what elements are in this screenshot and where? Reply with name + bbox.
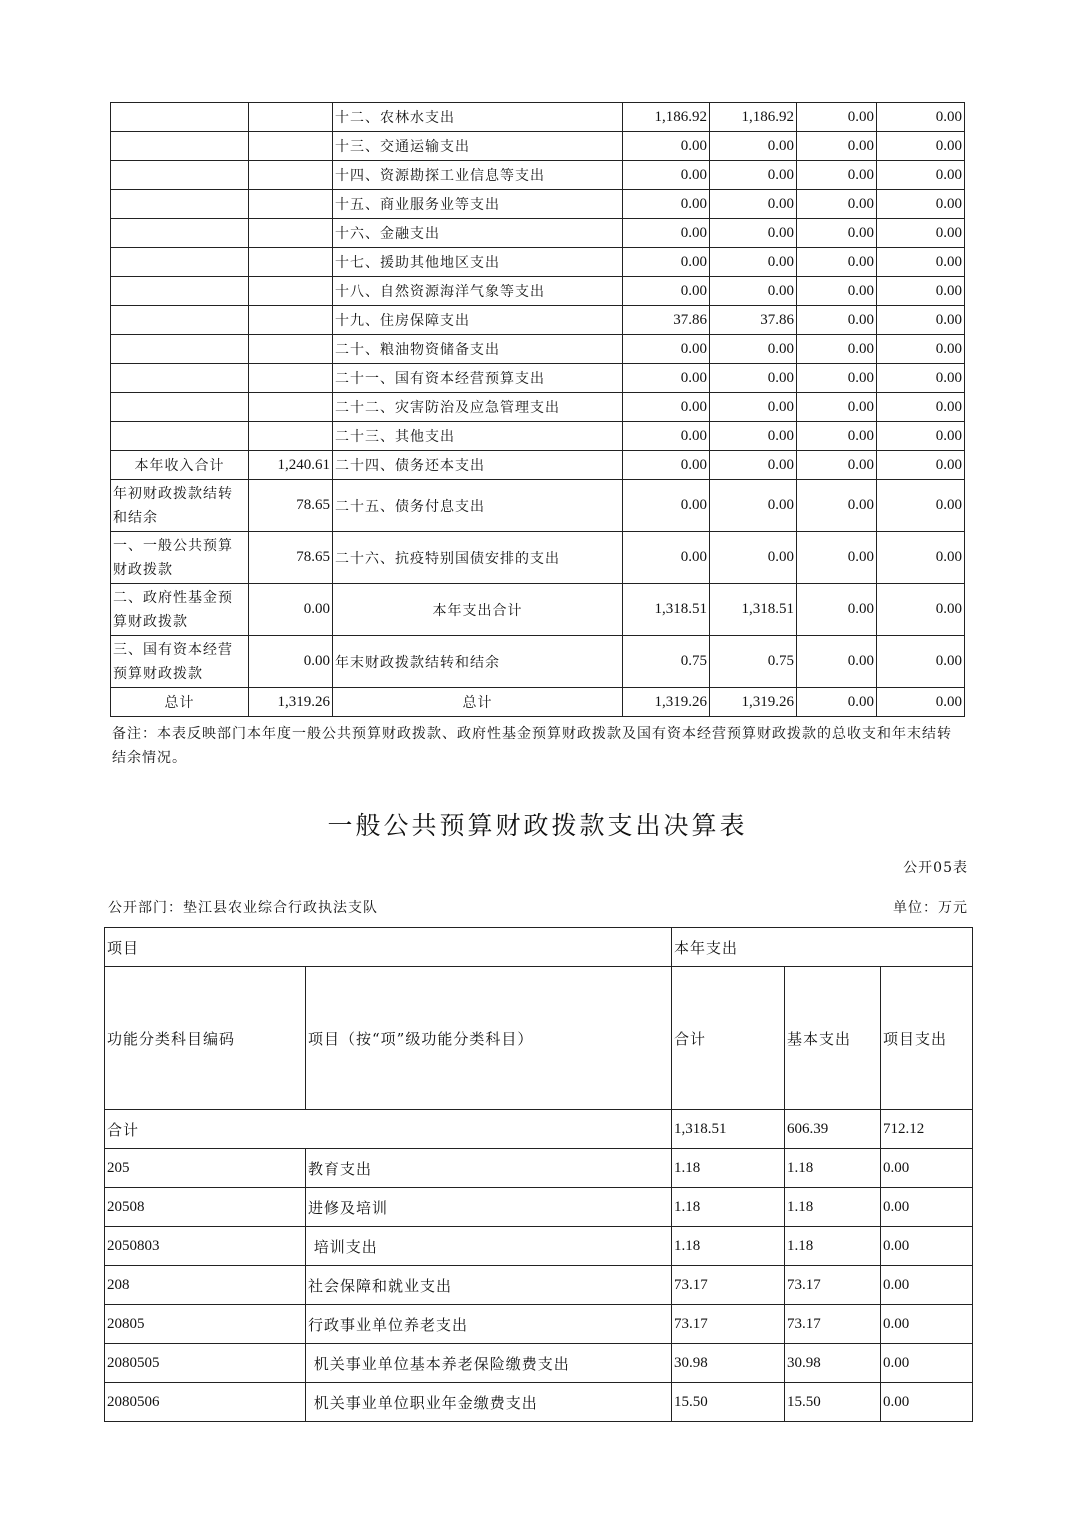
cell-gov-fund: 0.00	[797, 422, 877, 451]
cell-total: 15.50	[672, 1383, 785, 1422]
cell-expense-item: 十七、援助其他地区支出	[333, 248, 623, 277]
cell-expense-item: 总计	[333, 688, 623, 717]
table-row	[111, 364, 965, 393]
table-row	[105, 1227, 973, 1266]
cell-gov-fund: 0.00	[797, 248, 877, 277]
cell-income-amount	[249, 277, 333, 306]
table-row	[105, 1305, 973, 1344]
cell-basic: 1.18	[785, 1149, 881, 1188]
cell-total: 73.17	[672, 1266, 785, 1305]
cell-general-budget: 0.75	[710, 636, 797, 688]
cell-general-budget: 1,186.92	[710, 103, 797, 132]
cell-gov-fund: 0.00	[797, 636, 877, 688]
cell-expense-item: 十八、自然资源海洋气象等支出	[333, 277, 623, 306]
header-total: 合计	[672, 967, 785, 1110]
cell-expense-item: 十九、住房保障支出	[333, 306, 623, 335]
cell-income-item	[111, 422, 249, 451]
table-row	[111, 688, 965, 717]
cell-gov-fund: 0.00	[797, 688, 877, 717]
cell-income-item	[111, 190, 249, 219]
cell-total: 1,319.26	[623, 688, 710, 717]
cell-general-budget: 1,318.51	[710, 584, 797, 636]
cell-income-item: 二、政府性基金预算财政拨款	[111, 584, 249, 636]
cell-total: 1,318.51	[623, 584, 710, 636]
cell-total: 37.86	[623, 306, 710, 335]
cell-income-amount: 0.00	[249, 636, 333, 688]
department-label: 公开部门：垫江县农业综合行政执法支队	[108, 900, 378, 916]
cell-code: 2050803	[105, 1227, 306, 1266]
cell-gov-fund: 0.00	[797, 103, 877, 132]
cell-income-amount	[249, 103, 333, 132]
cell-general-budget: 0.00	[710, 161, 797, 190]
cell-expense-item: 二十四、债务还本支出	[333, 451, 623, 480]
cell-code: 20805	[105, 1305, 306, 1344]
cell-basic: 73.17	[785, 1266, 881, 1305]
cell-income-amount: 1,240.61	[249, 451, 333, 480]
cell-income-item	[111, 219, 249, 248]
cell-state-capital: 0.00	[877, 451, 965, 480]
cell-expense-item: 二十五、债务付息支出	[333, 480, 623, 532]
cell-state-capital: 0.00	[877, 480, 965, 532]
cell-name: 行政事业单位养老支出	[306, 1305, 672, 1344]
cell-income-amount	[249, 219, 333, 248]
cell-code: 208	[105, 1266, 306, 1305]
cell-gov-fund: 0.00	[797, 277, 877, 306]
cell-state-capital: 0.00	[877, 132, 965, 161]
cell-income-amount	[249, 364, 333, 393]
cell-general-budget: 0.00	[710, 277, 797, 306]
cell-income-amount	[249, 161, 333, 190]
cell-state-capital: 0.00	[877, 532, 965, 584]
cell-gov-fund: 0.00	[797, 480, 877, 532]
cell-expense-item: 二十六、抗疫特别国债安排的支出	[333, 532, 623, 584]
cell-state-capital: 0.00	[877, 335, 965, 364]
table-row	[111, 132, 965, 161]
cell-gov-fund: 0.00	[797, 451, 877, 480]
table-note: 备注：本表反映部门本年度一般公共预算财政拨款、政府性基金预算财政拨款及国有资本经营预算财政拨款的总收支和年末结转结余情况。	[112, 726, 952, 766]
cell-income-item: 年初财政拨款结转和结余	[111, 480, 249, 532]
table-row	[111, 248, 965, 277]
cell-income-item	[111, 335, 249, 364]
cell-general-budget: 0.00	[710, 132, 797, 161]
cell-expense-item: 十二、农林水支出	[333, 103, 623, 132]
cell-income-item	[111, 248, 249, 277]
table-row	[111, 532, 965, 584]
header-project: 项目	[105, 928, 672, 967]
cell-name: 培训支出	[306, 1227, 672, 1266]
table-row	[105, 1344, 973, 1383]
cell-income-amount	[249, 335, 333, 364]
table-row	[111, 393, 965, 422]
cell-gov-fund: 0.00	[797, 132, 877, 161]
cell-income-amount	[249, 190, 333, 219]
cell-project: 0.00	[881, 1305, 973, 1344]
cell-general-budget: 0.00	[710, 451, 797, 480]
table-row	[111, 219, 965, 248]
table-row	[111, 306, 965, 335]
cell-total: 1.18	[672, 1149, 785, 1188]
header-current-year: 本年支出	[672, 928, 973, 967]
cell-total: 0.00	[623, 422, 710, 451]
cell-total: 0.00	[623, 364, 710, 393]
unit-label: 单位：万元	[893, 900, 968, 916]
cell-total: 0.00	[623, 248, 710, 277]
cell-income-item: 一、一般公共预算财政拨款	[111, 532, 249, 584]
cell-total: 0.00	[623, 161, 710, 190]
cell-gov-fund: 0.00	[797, 219, 877, 248]
table-row	[111, 584, 965, 636]
cell-total: 0.00	[623, 277, 710, 306]
table-row	[111, 190, 965, 219]
table-row	[111, 335, 965, 364]
cell-state-capital: 0.00	[877, 161, 965, 190]
cell-general-budget: 0.00	[710, 422, 797, 451]
cell-income-item	[111, 277, 249, 306]
cell-income-item	[111, 306, 249, 335]
total-row	[105, 1110, 973, 1149]
cell-state-capital: 0.00	[877, 306, 965, 335]
cell-expense-item: 年末财政拨款结转和结余	[333, 636, 623, 688]
cell-income-amount: 78.65	[249, 480, 333, 532]
table-row	[111, 161, 965, 190]
cell-project: 0.00	[881, 1227, 973, 1266]
cell-income-item	[111, 393, 249, 422]
table-row	[111, 277, 965, 306]
cell-general-budget: 0.00	[710, 248, 797, 277]
cell-project: 0.00	[881, 1383, 973, 1422]
cell-state-capital: 0.00	[877, 219, 965, 248]
cell-project: 0.00	[881, 1188, 973, 1227]
cell-gov-fund: 0.00	[797, 306, 877, 335]
table-row	[111, 103, 965, 132]
cell-general-budget: 0.00	[710, 219, 797, 248]
header-project-expense: 项目支出	[881, 967, 973, 1110]
header-basic: 基本支出	[785, 967, 881, 1110]
fiscal-summary-table	[110, 102, 965, 717]
cell-expense-item: 十三、交通运输支出	[333, 132, 623, 161]
cell-code: 20508	[105, 1188, 306, 1227]
cell-income-item: 总计	[111, 688, 249, 717]
cell-general-budget: 1,319.26	[710, 688, 797, 717]
cell-total: 0.00	[623, 190, 710, 219]
cell-income-item: 本年收入合计	[111, 451, 249, 480]
total-project: 712.12	[881, 1110, 973, 1149]
cell-gov-fund: 0.00	[797, 584, 877, 636]
cell-total: 0.00	[623, 451, 710, 480]
cell-state-capital: 0.00	[877, 584, 965, 636]
cell-state-capital: 0.00	[877, 393, 965, 422]
cell-total: 1.18	[672, 1227, 785, 1266]
cell-total: 0.00	[623, 132, 710, 161]
expenditure-table	[104, 927, 973, 1422]
cell-basic: 1.18	[785, 1188, 881, 1227]
cell-expense-item: 十四、资源勘探工业信息等支出	[333, 161, 623, 190]
cell-expense-item: 本年支出合计	[333, 584, 623, 636]
cell-income-item	[111, 161, 249, 190]
cell-name: 教育支出	[306, 1149, 672, 1188]
cell-state-capital: 0.00	[877, 190, 965, 219]
cell-code: 2080506	[105, 1383, 306, 1422]
cell-total: 30.98	[672, 1344, 785, 1383]
cell-income-amount	[249, 248, 333, 277]
cell-income-item	[111, 103, 249, 132]
cell-income-amount	[249, 422, 333, 451]
cell-general-budget: 0.00	[710, 364, 797, 393]
cell-state-capital: 0.00	[877, 364, 965, 393]
cell-state-capital: 0.00	[877, 103, 965, 132]
cell-basic: 30.98	[785, 1344, 881, 1383]
cell-basic: 15.50	[785, 1383, 881, 1422]
cell-name: 社会保障和就业支出	[306, 1266, 672, 1305]
table-row	[111, 422, 965, 451]
form-number: 公开05表	[903, 860, 968, 876]
cell-expense-item: 二十二、灾害防治及应急管理支出	[333, 393, 623, 422]
cell-name: 进修及培训	[306, 1188, 672, 1227]
cell-gov-fund: 0.00	[797, 190, 877, 219]
cell-income-amount	[249, 306, 333, 335]
cell-income-item	[111, 364, 249, 393]
cell-total: 1.18	[672, 1188, 785, 1227]
cell-general-budget: 37.86	[710, 306, 797, 335]
cell-basic: 73.17	[785, 1305, 881, 1344]
header-code: 功能分类科目编码	[105, 967, 306, 1110]
cell-state-capital: 0.00	[877, 422, 965, 451]
cell-state-capital: 0.00	[877, 277, 965, 306]
table-row	[111, 480, 965, 532]
table-row	[105, 1188, 973, 1227]
cell-gov-fund: 0.00	[797, 335, 877, 364]
total-basic: 606.39	[785, 1110, 881, 1149]
cell-gov-fund: 0.00	[797, 393, 877, 422]
cell-income-item	[111, 132, 249, 161]
cell-gov-fund: 0.00	[797, 364, 877, 393]
table-row	[105, 1266, 973, 1305]
cell-income-amount: 78.65	[249, 532, 333, 584]
table-row	[105, 1383, 973, 1422]
cell-general-budget: 0.00	[710, 335, 797, 364]
total-value: 1,318.51	[672, 1110, 785, 1149]
header-name: 项目（按“项”级功能分类科目）	[306, 967, 672, 1110]
page-title: 一般公共预算财政拨款支出决算表	[327, 811, 748, 840]
cell-total: 0.00	[623, 532, 710, 584]
cell-project: 0.00	[881, 1149, 973, 1188]
cell-code: 2080505	[105, 1344, 306, 1383]
cell-income-amount	[249, 393, 333, 422]
cell-total: 0.75	[623, 636, 710, 688]
cell-income-amount: 0.00	[249, 584, 333, 636]
cell-basic: 1.18	[785, 1227, 881, 1266]
cell-expense-item: 十六、金融支出	[333, 219, 623, 248]
cell-expense-item: 二十一、国有资本经营预算支出	[333, 364, 623, 393]
cell-project: 0.00	[881, 1344, 973, 1383]
cell-name: 机关事业单位职业年金缴费支出	[306, 1383, 672, 1422]
table-row	[111, 451, 965, 480]
cell-gov-fund: 0.00	[797, 532, 877, 584]
cell-state-capital: 0.00	[877, 636, 965, 688]
cell-project: 0.00	[881, 1266, 973, 1305]
cell-name: 机关事业单位基本养老保险缴费支出	[306, 1344, 672, 1383]
cell-general-budget: 0.00	[710, 480, 797, 532]
cell-expense-item: 二十、粮油物资储备支出	[333, 335, 623, 364]
cell-gov-fund: 0.00	[797, 161, 877, 190]
table-row	[111, 636, 965, 688]
cell-income-item: 三、国有资本经营预算财政拨款	[111, 636, 249, 688]
cell-state-capital: 0.00	[877, 248, 965, 277]
cell-total: 1,186.92	[623, 103, 710, 132]
cell-expense-item: 十五、商业服务业等支出	[333, 190, 623, 219]
cell-general-budget: 0.00	[710, 190, 797, 219]
cell-state-capital: 0.00	[877, 688, 965, 717]
cell-code: 205	[105, 1149, 306, 1188]
table-row	[105, 1149, 973, 1188]
cell-total: 0.00	[623, 219, 710, 248]
cell-expense-item: 二十三、其他支出	[333, 422, 623, 451]
cell-income-amount	[249, 132, 333, 161]
cell-total: 0.00	[623, 335, 710, 364]
cell-total: 0.00	[623, 393, 710, 422]
cell-income-amount: 1,319.26	[249, 688, 333, 717]
total-label: 合计	[105, 1110, 672, 1149]
cell-general-budget: 0.00	[710, 393, 797, 422]
cell-total: 0.00	[623, 480, 710, 532]
cell-general-budget: 0.00	[710, 532, 797, 584]
cell-total: 73.17	[672, 1305, 785, 1344]
